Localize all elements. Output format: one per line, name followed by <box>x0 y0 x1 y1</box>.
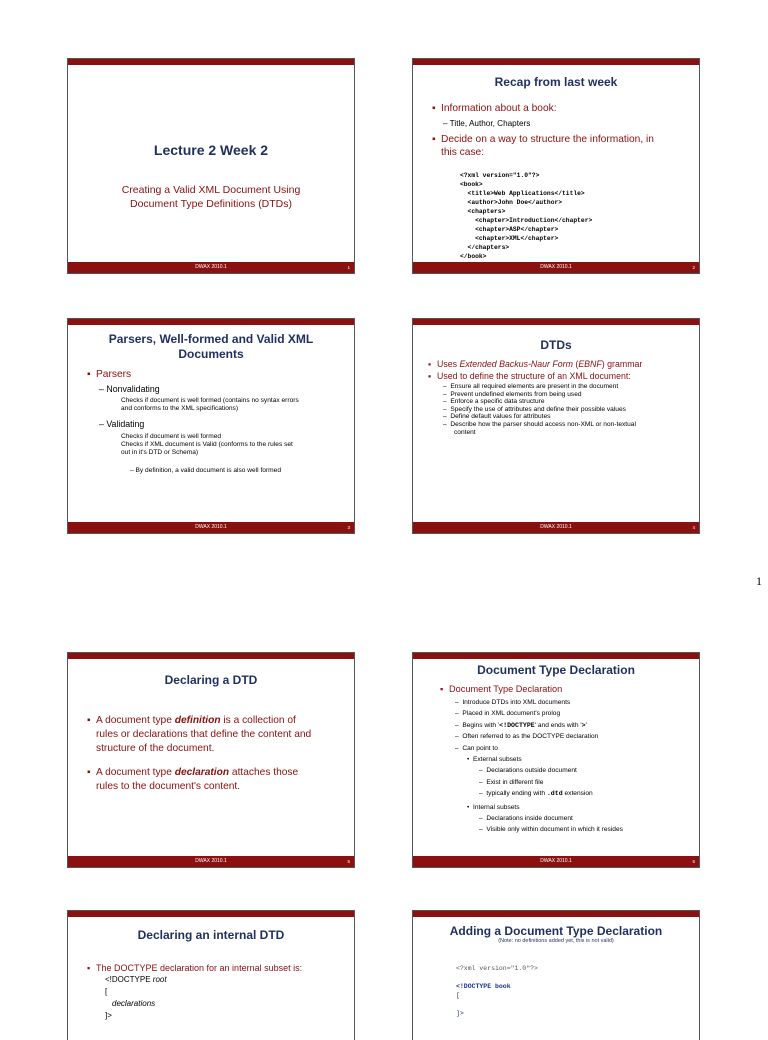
slide-7 <box>67 910 355 1040</box>
bullet-internal-subset: ▪ The DOCTYPE declaration for an internal subset is: <box>96 963 302 973</box>
text-fragment: Extended Backus-Naur Form <box>459 359 573 369</box>
slide-title: Declaring an internal DTD <box>137 928 285 942</box>
list-item: – typically ending with .dtd extension <box>479 790 593 798</box>
bullet-doctype-declaration: ▪ Document Type Declaration <box>449 684 562 694</box>
syntax-line <box>105 998 167 1010</box>
list-item-text: Describe how the parser should access non-XML or non-textual <box>450 420 636 428</box>
list-item: – Prevent undefined elements from being used <box>443 390 582 398</box>
desc-line: out in it's DTD or Schema) <box>121 448 199 456</box>
list-item: – Introduce DTDs into XML documents <box>455 699 571 706</box>
code-line: [ <box>456 992 460 999</box>
slide-number: 4 <box>692 525 695 530</box>
slide-1 <box>67 58 355 274</box>
slide-5 <box>67 652 355 868</box>
sub-validating: – Validating <box>99 419 145 429</box>
list-item-text: Can point to <box>462 744 498 752</box>
bullet-define-structure: ▪ Used to define the structure of an XML document: <box>437 371 631 381</box>
list-item-text: Ensure all required elements are present in the document <box>450 383 619 390</box>
list-item: • Internal subsets <box>467 803 520 811</box>
list-item: – Ensure all required elements are present in the document <box>443 383 619 390</box>
text-fragment: EBNF <box>578 359 602 369</box>
title-line: Documents <box>178 347 244 361</box>
slide-top-bar <box>413 653 699 659</box>
code-line: <chapter>Introduction</chapter> <box>460 217 593 224</box>
list-item <box>443 429 636 437</box>
doctype-details <box>455 697 623 836</box>
slide-4 <box>412 318 700 534</box>
list-item-text: Define default values for attributes <box>450 413 551 421</box>
slide-top-bar <box>413 319 699 325</box>
slide-title: Recap from last week <box>494 75 618 89</box>
slide-3 <box>67 318 355 534</box>
syntax-line: [ <box>105 987 108 996</box>
list-item: – Can point to <box>455 744 498 752</box>
footer-text: DWAX 2010.1 <box>195 264 227 270</box>
text-fragment: ) grammar <box>601 359 643 369</box>
text-fragment: typically ending with <box>486 790 547 798</box>
footer-text: DWAX 2010.1 <box>540 524 572 530</box>
list-item-text: Internal subsets <box>472 803 520 811</box>
slide-2 <box>412 58 700 274</box>
slide-6 <box>412 652 700 868</box>
footer-text: DWAX 2010.1 <box>540 858 572 864</box>
page-number: 1 <box>756 574 762 588</box>
spacer <box>456 1000 538 1009</box>
list-item: – Describe how the parser should access non-XML or non-textual <box>443 420 636 428</box>
slide-title: DTDs <box>540 338 572 352</box>
slide-title: Declaring a DTD <box>164 673 258 687</box>
slide-number: 2 <box>692 265 695 270</box>
list-item-text: Placed in XML document's prolog <box>462 710 561 718</box>
slide-top-bar <box>68 319 354 325</box>
desc-line: and conforms to the XML specifications) <box>121 404 239 412</box>
slide-top-bar <box>68 59 354 65</box>
list-item: • External subsets <box>467 756 522 764</box>
list-item-text: Declarations inside document <box>486 815 573 823</box>
slide-number: 1 <box>347 265 350 270</box>
text-fragment: declaration <box>174 767 230 778</box>
xml-code-block <box>456 964 538 1018</box>
slide-top-bar <box>68 653 354 659</box>
slide-number: 6 <box>692 859 695 864</box>
code-line: <chapters> <box>460 208 506 215</box>
slide-number: 3 <box>347 525 350 530</box>
text-fragment: rules to the document's content. <box>96 781 241 792</box>
list-item: – Visible only within document in which it resides <box>479 826 623 834</box>
text-fragment: definition <box>174 715 221 726</box>
footer-text: DWAX 2010.1 <box>195 524 227 530</box>
footer-text: DWAX 2010.1 <box>195 858 227 864</box>
slide-subtitle-line2: Document Type Definitions (DTDs) <box>129 198 293 210</box>
code-line: <?xml version="1.0"?> <box>456 965 538 972</box>
slide-footer <box>413 856 699 867</box>
slide-title <box>68 332 354 362</box>
code-fragment: .dtd <box>546 790 563 798</box>
list-item: – Declarations outside document <box>479 767 577 775</box>
bullet-line: this case: <box>441 147 485 158</box>
slide-footer <box>68 262 354 273</box>
list-item-text: Exist in different file <box>486 778 544 786</box>
slide-footer <box>68 522 354 533</box>
code-line: <chapter>XML</chapter> <box>460 235 559 242</box>
desc-line: Checks if document is well formed (contains no syntax errors <box>121 397 299 404</box>
text-fragment: A document type <box>96 767 175 778</box>
code-line: </book> <box>460 253 487 260</box>
bullet-line: Decide on a way to structure the information, in <box>441 134 654 145</box>
text-fragment: rules or declarations that define the content and <box>96 729 312 740</box>
text-fragment: root <box>152 975 167 984</box>
syntax-line <box>105 974 167 986</box>
slide-footer <box>413 262 699 273</box>
title-line: Parsers, Well-formed and Valid XML <box>108 332 314 346</box>
text-fragment: is a collection of <box>220 715 296 726</box>
list-item: – Define default values for attributes <box>443 413 551 421</box>
dtd-uses-list <box>443 383 636 436</box>
text-fragment: A document type <box>96 715 175 726</box>
bullet-decide-structure <box>441 133 654 159</box>
text-fragment: Begins with ' <box>462 721 500 729</box>
list-item: – Exist in different file <box>479 778 544 786</box>
syntax-line: ]> <box>105 1011 112 1020</box>
list-item-text: Introduce DTDs into XML documents <box>462 699 571 706</box>
code-fragment: <!DOCTYPE <box>499 721 535 729</box>
text-fragment: ' <box>585 721 587 729</box>
list-item-text: Enforce a specific data structure <box>450 398 545 406</box>
text-fragment: declarations <box>112 999 156 1008</box>
list-item-text: content <box>454 428 476 436</box>
list-item: – Placed in XML document's prolog <box>455 710 561 718</box>
slide-title: Adding a Document Type Declaration <box>449 924 663 938</box>
spacer <box>456 973 538 982</box>
bullet-parsers: ▪ Parsers <box>96 369 131 380</box>
slide-top-bar <box>413 59 699 65</box>
code-line: </chapters> <box>460 244 510 251</box>
validating-desc <box>121 433 293 456</box>
sub-title-author-chapters: – Title, Author, Chapters <box>443 119 531 128</box>
text-fragment: attaches those <box>229 767 299 778</box>
code-fragment: > <box>581 721 586 729</box>
slide-footer <box>413 522 699 533</box>
text-fragment: structure of the document. <box>96 743 215 754</box>
text-fragment: ' and ends with ' <box>534 721 582 729</box>
list-item: – Begins with '<!DOCTYPE' and ends with '>' <box>455 721 587 729</box>
nonvalidating-desc <box>121 397 299 413</box>
desc-line: Checks if XML document is Valid (conforms to the rules set <box>121 440 293 448</box>
doctype-syntax <box>105 974 167 1022</box>
list-item: – Often referred to as the DOCTYPE declaration <box>455 733 599 741</box>
slide-footer <box>68 856 354 867</box>
slide-title: Lecture 2 Week 2 <box>153 142 269 158</box>
bullet-declaration <box>96 766 298 794</box>
list-item: – Specify the use of attributes and define their possible values <box>443 405 626 413</box>
bullet-ebnf <box>437 359 642 369</box>
slide-subtitle-line1: Creating a Valid XML Document Using <box>121 184 301 196</box>
text-fragment: <!DOCTYPE <box>105 975 153 984</box>
code-line: <author>John Doe</author> <box>460 199 563 206</box>
code-line: <title>Web Applications</title> <box>460 190 585 197</box>
code-line: <book> <box>460 181 483 188</box>
slide-top-bar <box>68 911 354 917</box>
slide-8 <box>412 910 700 1040</box>
desc-line: Checks if document is well formed <box>121 433 222 440</box>
code-line: <chapter>ASP</chapter> <box>460 226 559 233</box>
slide-top-bar <box>413 911 699 917</box>
list-item-text: External subsets <box>472 756 522 764</box>
bullet-definition <box>96 714 311 756</box>
code-line: <!DOCTYPE book <box>456 983 511 990</box>
slide-title: Document Type Declaration <box>477 663 635 677</box>
list-item-text: Declarations outside document <box>486 767 577 775</box>
list-item-text: Specify the use of attributes and define their possible values <box>450 405 626 413</box>
text-fragment: extension <box>562 790 593 798</box>
list-item-text: Often referred to as the DOCTYPE declaration <box>462 733 599 741</box>
valid-note: – By definition, a valid document is also well formed <box>130 467 281 474</box>
list-item-text: Visible only within document in which it resides <box>486 826 623 834</box>
text-fragment: Uses <box>437 359 460 369</box>
list-item: – Enforce a specific data structure <box>443 398 545 406</box>
slide-number: 5 <box>347 859 350 864</box>
footer-text: DWAX 2010.1 <box>540 264 572 270</box>
bullet-info-book: ▪ Information about a book: <box>441 103 557 114</box>
slide-note: (Note: no definitions added yet, this is not valid) <box>498 938 614 944</box>
list-item-text: Prevent undefined elements from being used <box>450 390 582 398</box>
sub-nonvalidating: – Nonvalidating <box>99 384 160 394</box>
list-item: – Declarations inside document <box>479 815 573 823</box>
code-line: ]> <box>456 1010 464 1017</box>
xml-code-block <box>460 171 592 261</box>
code-line: <?xml version="1.0"?> <box>460 172 540 179</box>
text-fragment: ( <box>572 359 579 369</box>
